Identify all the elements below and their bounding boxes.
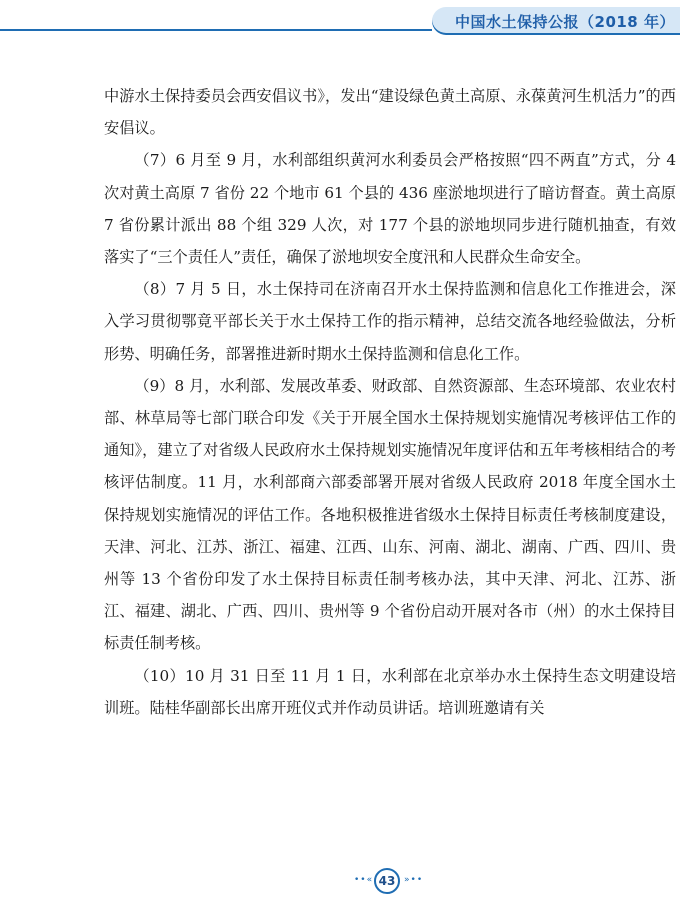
header-rule	[0, 29, 432, 31]
paragraph-item-8: （8）7 月 5 日，水土保持司在济南召开水土保持监测和信息化工作推进会，深入学习贯彻鄂竟平部长关于水土保持工作的指示精神，总结交流各地经验做法，分析形势、明确任务，部署推进新时期水土保持监测和信息化工作。	[104, 280, 676, 363]
body-text	[104, 80, 676, 724]
footer-ornament-left: ••«	[354, 875, 374, 885]
paragraph-item-9: （9）8 月，水利部、发展改革委、财政部、自然资源部、生态环境部、农业农村部、林草局等七部门联合印发《关于开展全国水土保持规划实施情况考核评估工作的通知》，建立了对省级人民政府水土保持规划实施情况年度评估和五年考核相结合的考核评估制度。11 月，水利部商六部委部署开展对省级人民政府 2018 年度全国水土保持规划实施情况的评估工作。各地积极推进省级水土保持目标责任考核制度建设，天津、河北、江苏、浙江、福建、江西、山东、河南、湖北、湖南、广西、四川、贵州等 13 个省份印发了水土保持目标责任制考核办法，其中天津、河北、江苏、浙江、福建、湖北、广西、四川、贵州等 9 个省份启动开展对各市（州）的水土保持目标责任制考核。	[104, 376, 676, 653]
footer-ornament-right: »••	[404, 875, 424, 885]
paragraph-continuation: 中游水土保持委员会西安倡议书》，发出“建设绿色黄土高原、永葆黄河生机活力”的西安倡议。	[104, 87, 676, 138]
page-number-badge: 43	[374, 868, 400, 894]
paragraph-item-10: （10）10 月 31 日至 11 月 1 日，水利部在北京举办水土保持生态文明建设培训班。陆桂华副部长出席开班仪式并作动员讲话。培训班邀请有关	[104, 666, 676, 717]
page-footer	[0, 858, 680, 898]
running-title: 中国水土保持公报（2018 年）	[455, 13, 675, 31]
page-header	[0, 7, 680, 35]
paragraph-item-7: （7）6 月至 9 月，水利部组织黄河水利委员会严格按照“四不两直”方式，分 4 次对黄土高原 7 省份 22 个地市 61 个县的 436 座淤地坝进行了暗访督查。黄土高原 7 省份累计派出 88 个组 329 人次，对 177 个县的淤地坝同步进行随机抽查，有效落实了“三个责任人”责任，确保了淤地坝安全度汛和人民群众生命安全。	[104, 151, 676, 267]
